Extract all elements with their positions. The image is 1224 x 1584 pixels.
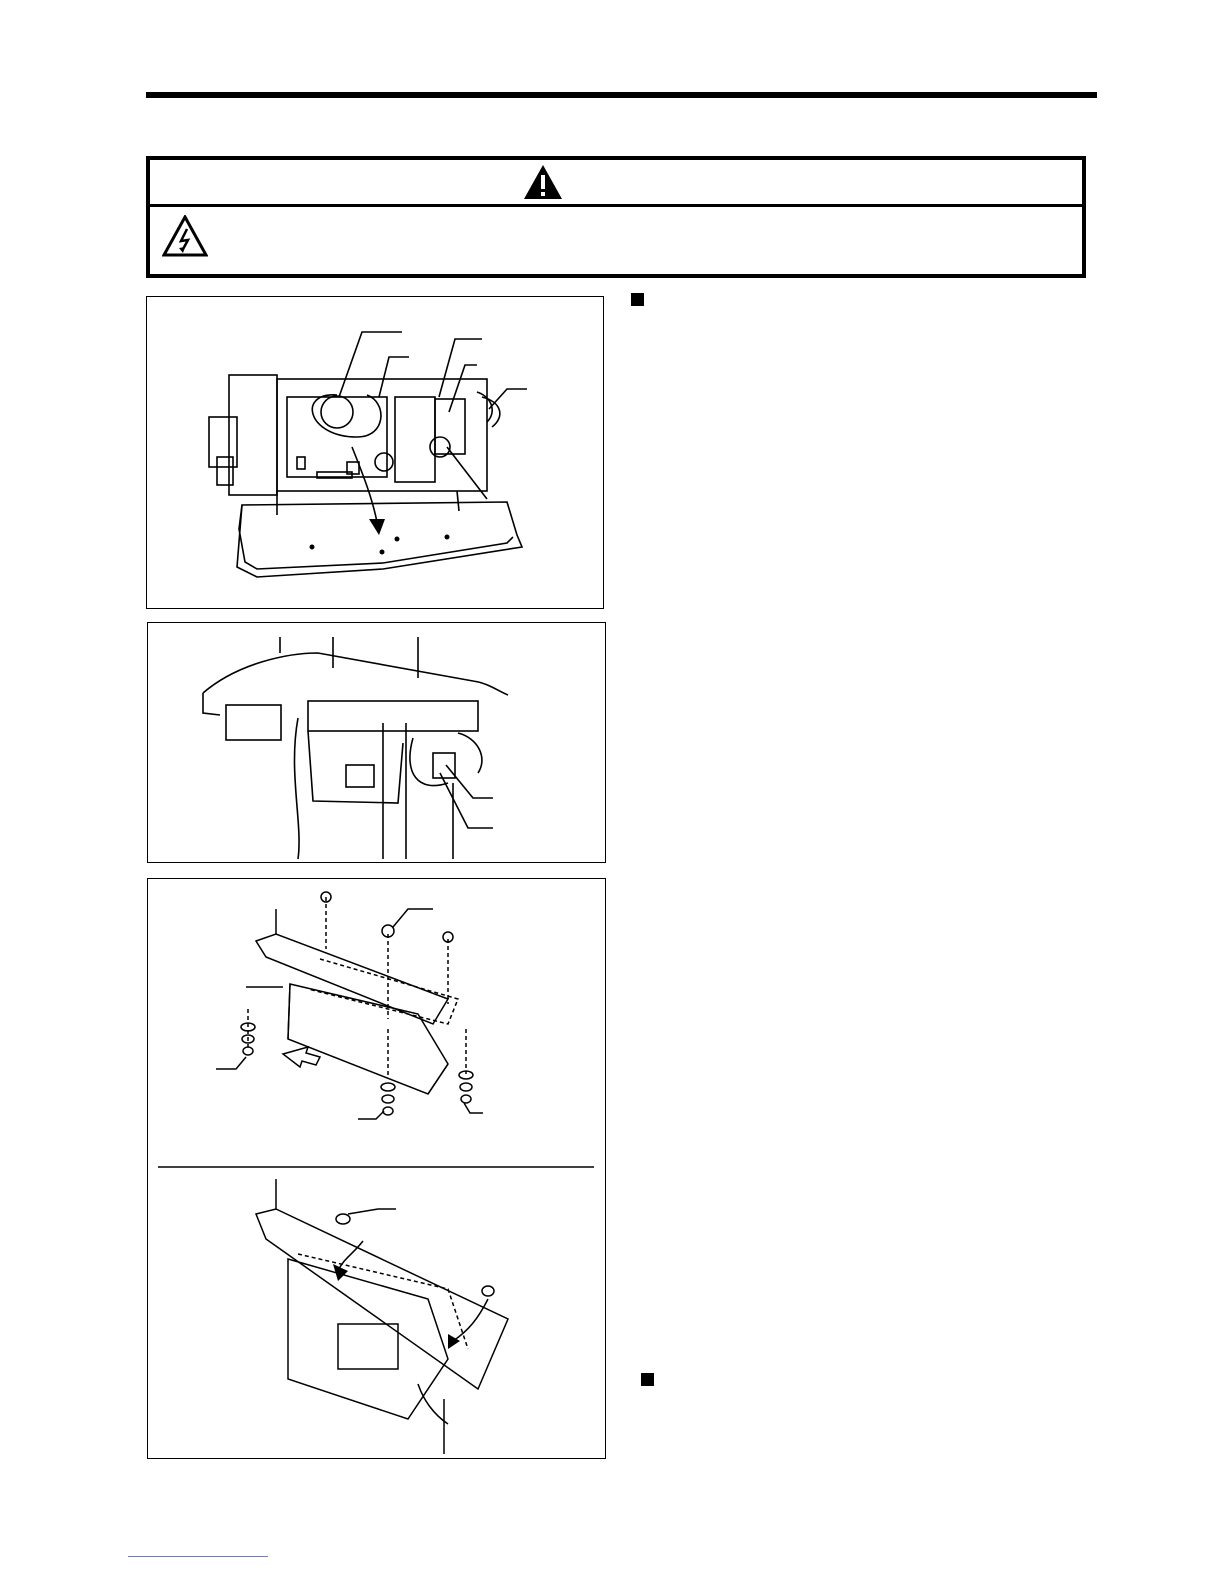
warning-header <box>150 160 1082 207</box>
footer-link-underline <box>128 1556 268 1557</box>
warning-body <box>150 207 1082 274</box>
figure-control-box-open <box>146 296 604 609</box>
figure-control-box-mounting <box>147 878 606 1459</box>
table-underside-illustration <box>148 623 604 861</box>
square-bullet-icon <box>641 1373 654 1386</box>
top-rule <box>146 92 1097 98</box>
control-box-illustration <box>147 297 602 607</box>
warning-box <box>146 156 1086 278</box>
square-bullet-icon <box>631 293 644 306</box>
exclamation-triangle-icon <box>523 164 563 200</box>
mounting-illustration <box>148 879 604 1457</box>
figure-table-underside-cables <box>147 622 606 863</box>
high-voltage-icon <box>162 215 208 257</box>
